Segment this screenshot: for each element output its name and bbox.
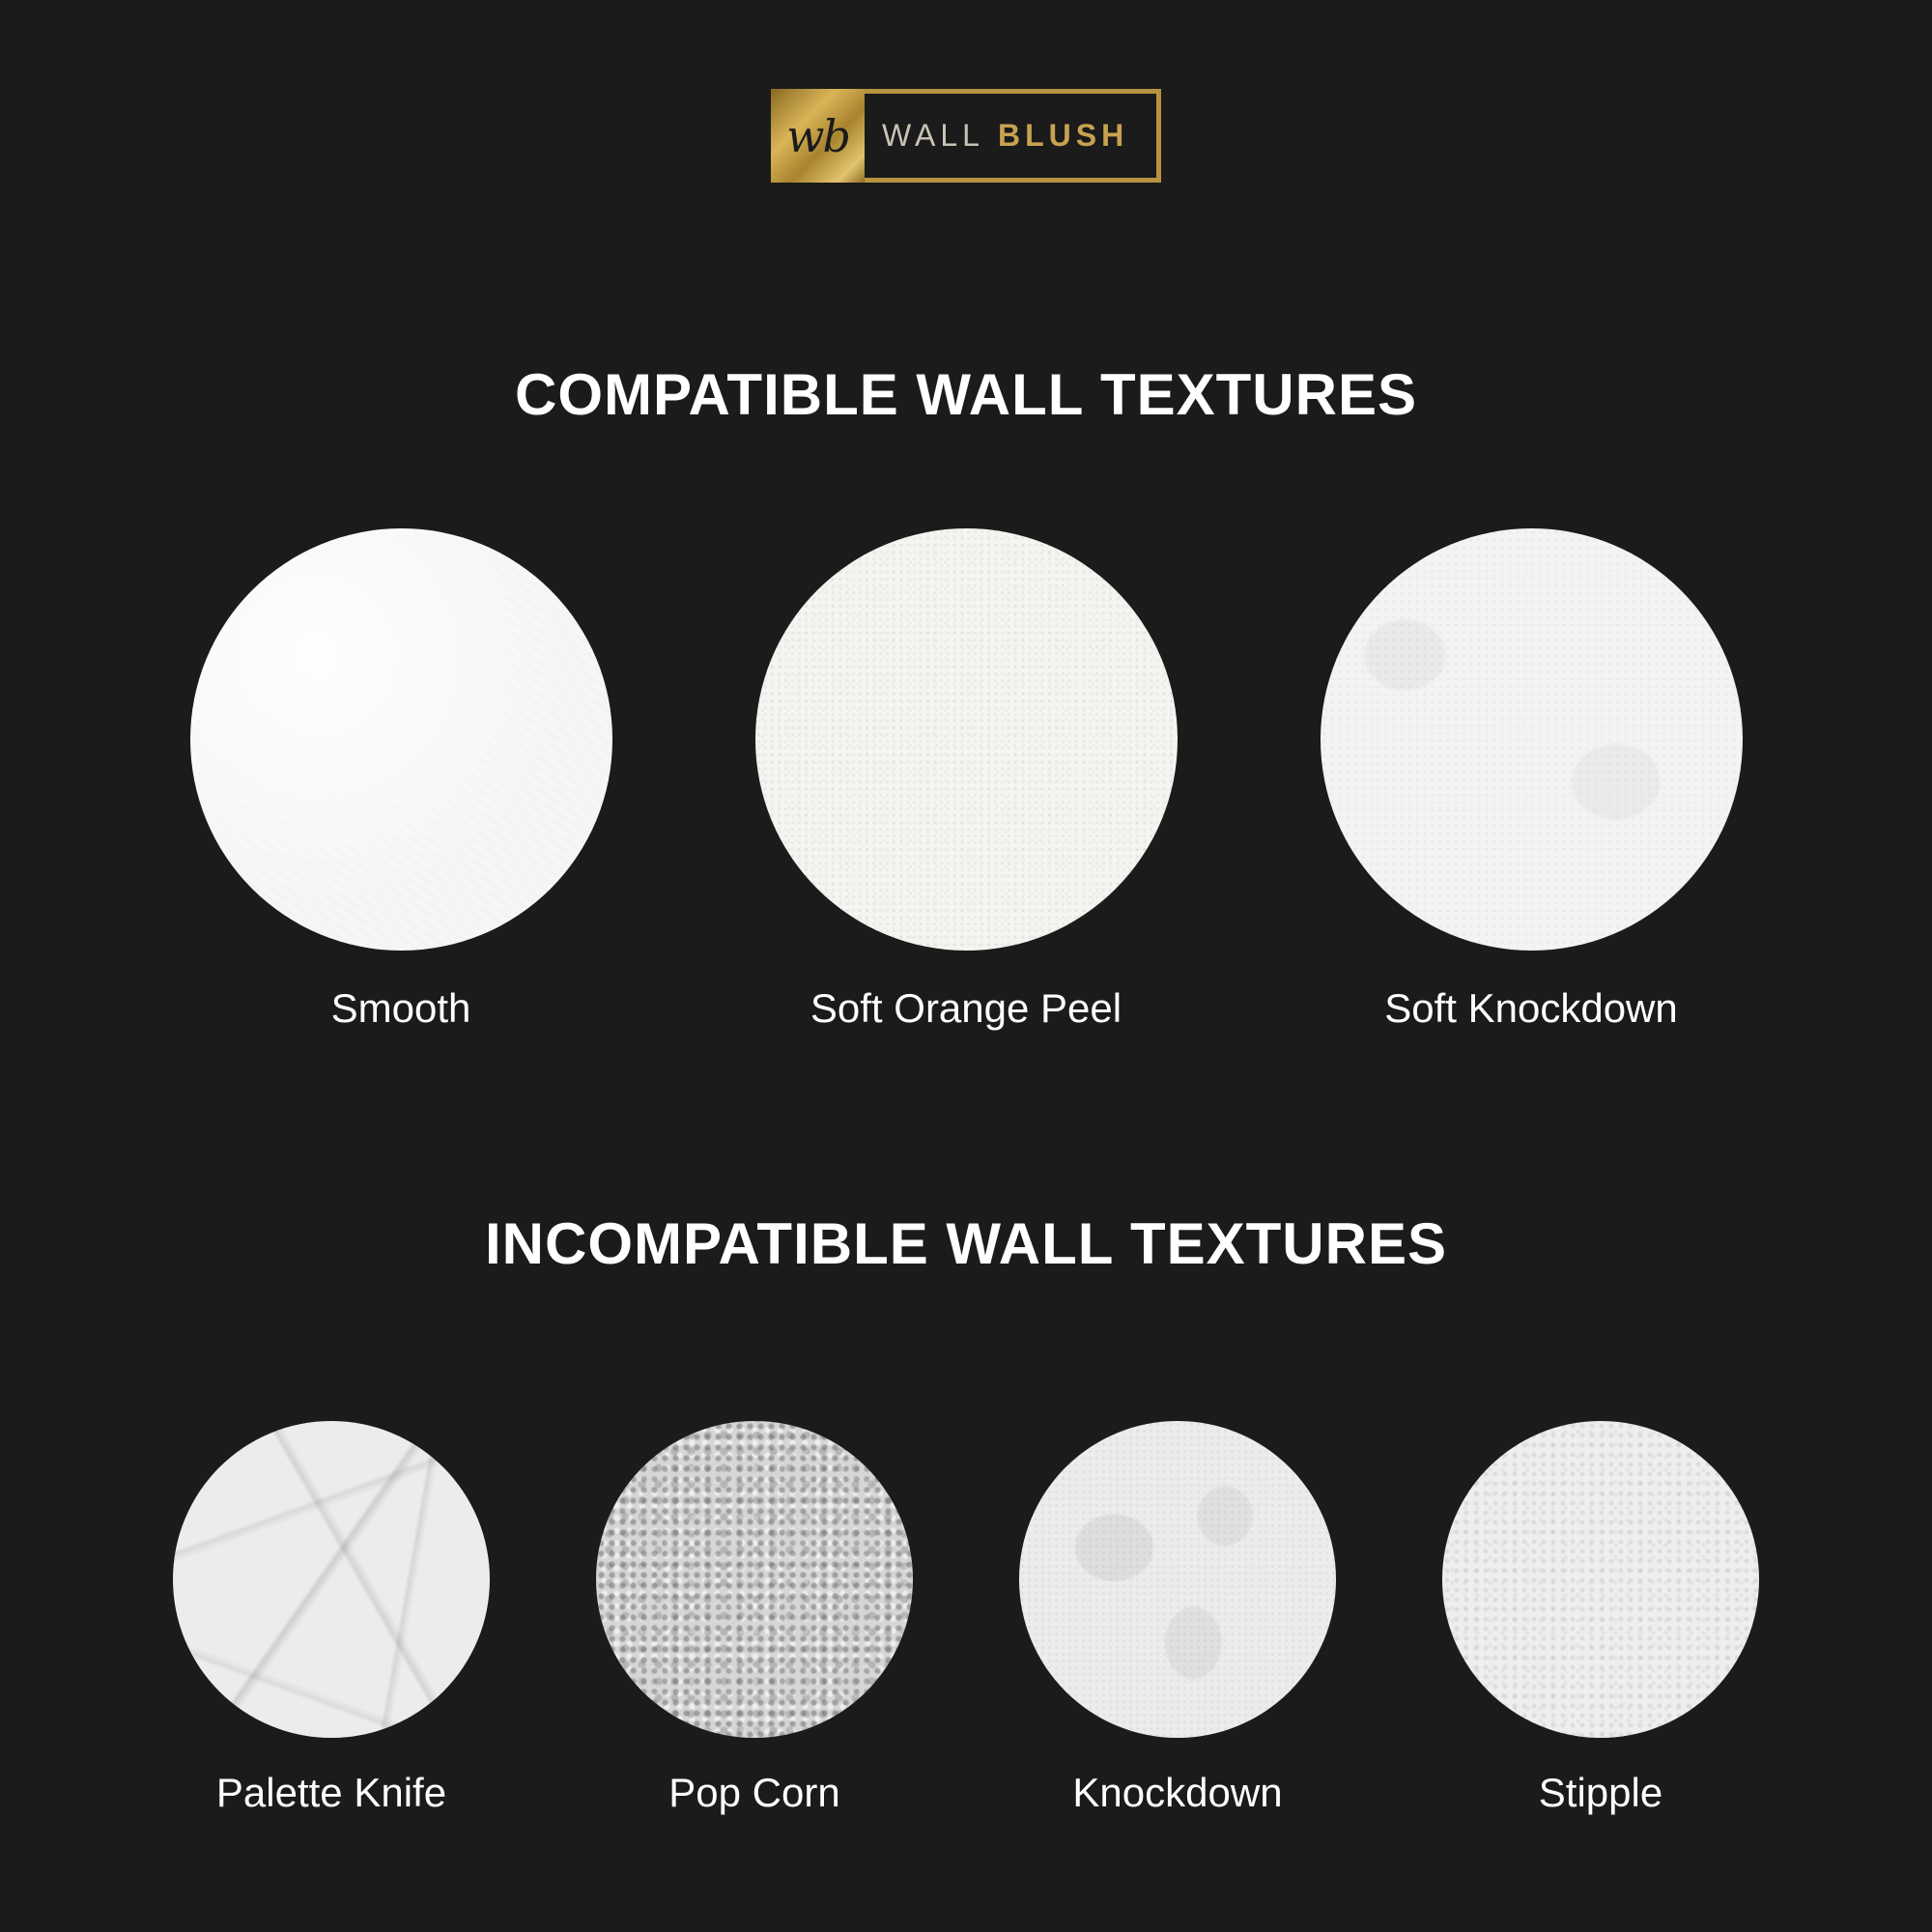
stipple-texture-swatch bbox=[1442, 1421, 1759, 1738]
knockdown-label: Knockdown bbox=[1072, 1770, 1283, 1815]
soft-orange-peel-texture-swatch bbox=[755, 528, 1178, 951]
soft-knockdown-texture-swatch bbox=[1321, 528, 1743, 951]
palette-knife-label: Palette Knife bbox=[215, 1770, 447, 1815]
pop-corn-label: Pop Corn bbox=[668, 1770, 840, 1815]
smooth-texture-swatch bbox=[190, 528, 612, 951]
soft-knockdown-label: Soft Knockdown bbox=[1384, 985, 1678, 1031]
compatible-heading: COMPATIBLE WALL TEXTURES bbox=[515, 362, 1417, 427]
logo-wordmark bbox=[865, 89, 1161, 183]
wall-blush-logo bbox=[771, 89, 1161, 183]
logo-word-blush: BLUSH bbox=[997, 118, 1129, 153]
knockdown-texture-swatch bbox=[1019, 1421, 1336, 1738]
logo-monogram: wb bbox=[771, 89, 865, 183]
pop-corn-texture-swatch bbox=[596, 1421, 913, 1738]
incompatible-heading: INCOMPATIBLE WALL TEXTURES bbox=[485, 1211, 1447, 1276]
smooth-label: Smooth bbox=[330, 985, 471, 1031]
stipple-label: Stipple bbox=[1538, 1770, 1663, 1815]
logo-word-wall: WALL bbox=[882, 118, 984, 153]
soft-orange-peel-label: Soft Orange Peel bbox=[810, 985, 1122, 1031]
palette-knife-texture-swatch bbox=[173, 1421, 490, 1738]
